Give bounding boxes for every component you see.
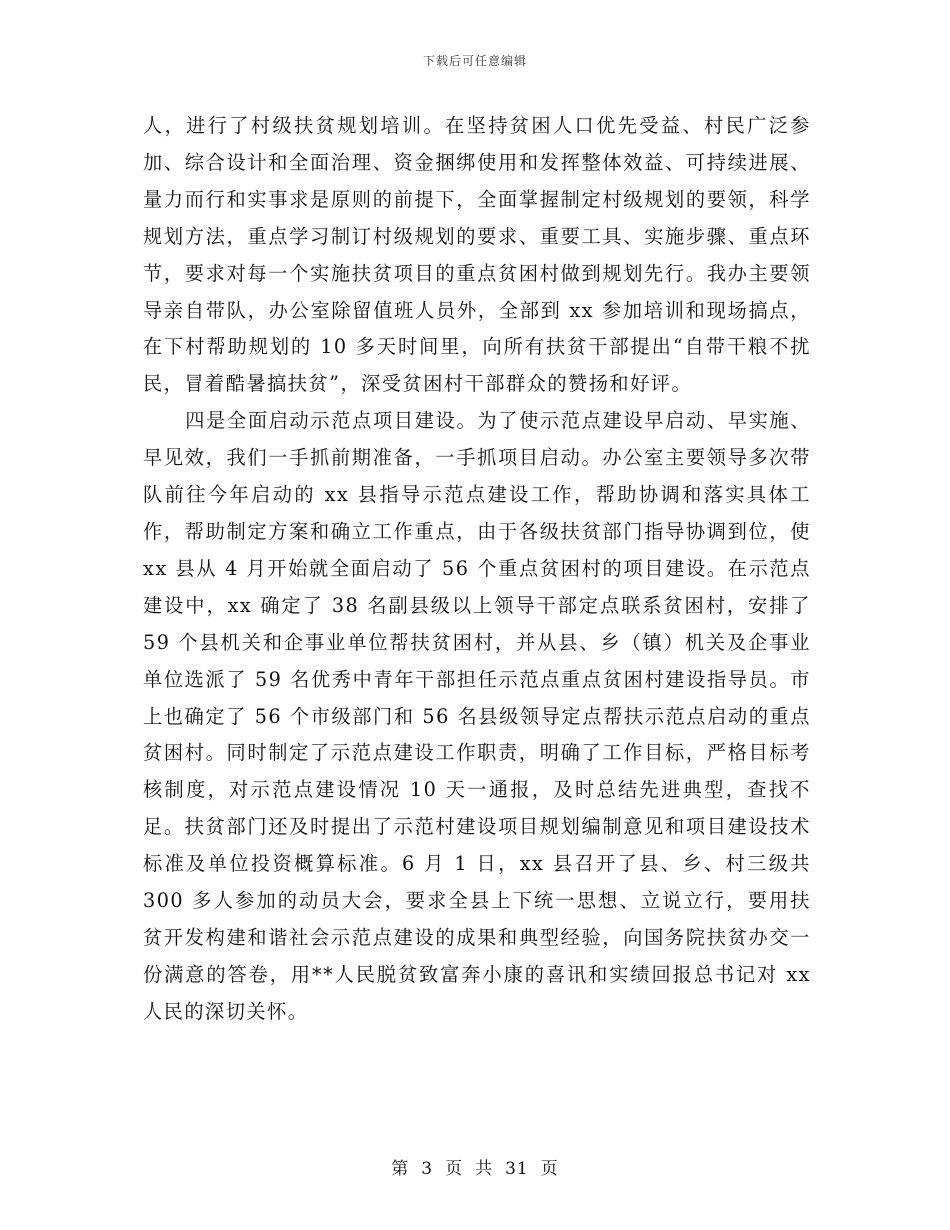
paragraph-demonstration-projects: 四是全面启动示范点项目建设。为了使示范点建设早启动、早实施、早见效，我们一手抓前期准备，一手抓项目启动。办公室主要领导多次带队前往今年启动的 xx 县指导示范点建设工作，帮助协调和落实具体工作，帮助制定方案和确立工作重点，由于各级扶贫部门指导协调到位，使 xx 县从 4 月开始就全面启动了 56 个重点贫困村的项目建设。在示范点建设中，xx 确定了 38 名副县级以上领导干部定点联系贫困村，安排了 59 个县机关和企事业单位帮扶贫困村，并从县、乡（镇）机关及企事业单位选派了 59 名优秀中青年干部担任示范点重点贫困村建设指导员。市上也确定了 56 个市级部门和 56 名县级领导定点帮扶示范点启动的重点贫困村。同时制定了示范点建设工作职责，明确了工作目标，严格目标考核制度，对示范点建设情况 10 天一通报，及时总结先进典型，查找不足。扶贫部门还及时提出了示范村建设项目规划编制意见和项目建设技术标准及单位投资概算标准。6 月 1 日，xx 县召开了县、乡、村三级共 300 多人参加的动员大会，要求全县上下统一思想、立说立行，要用扶贫开发构建和谐社会示范点建设的成果和典型经验，向国务院扶贫办交一份满意的答卷，用**人民脱贫致富奔小康的喜讯和实绩回报总书记对 xx 人民的深切关怀。 (143, 409, 811, 1023)
footer-label-total: 共 (475, 1159, 494, 1179)
footer-total-pages: 31 (505, 1159, 529, 1179)
footer-label-ye: 页 (445, 1159, 464, 1179)
footer-current-page: 3 (421, 1159, 434, 1179)
paragraph-continued: 人，进行了村级扶贫规划培训。在坚持贫困人口优先受益、村民广泛参加、综合设计和全面治理、资金捆绑使用和发挥整体效益、可持续进展、量力而行和实事求是原则的前提下，全面掌握制定村级规划的要领，科学规划方法，重点学习制订村级规划的要求、重要工具、实施步骤、重点环节，要求对每一个实施扶贫项目的重点贫困村做到规划先行。我办主要领导亲自带队，办公室除留值班人员外，全部到 xx 参加培训和现场搞点，在下村帮助规划的 10 多天时间里，向所有扶贫干部提出“自带干粮不扰民，冒着酷暑搞扶贫”，深受贫困村干部群众的赞扬和好评。 (143, 114, 811, 396)
footer-label-ye-end: 页 (540, 1159, 559, 1179)
page-footer (0, 1154, 950, 1179)
footer-label-page: 第 (391, 1159, 410, 1179)
document-body (143, 108, 811, 1031)
page-header: 下载后可任意编辑 (422, 54, 527, 68)
